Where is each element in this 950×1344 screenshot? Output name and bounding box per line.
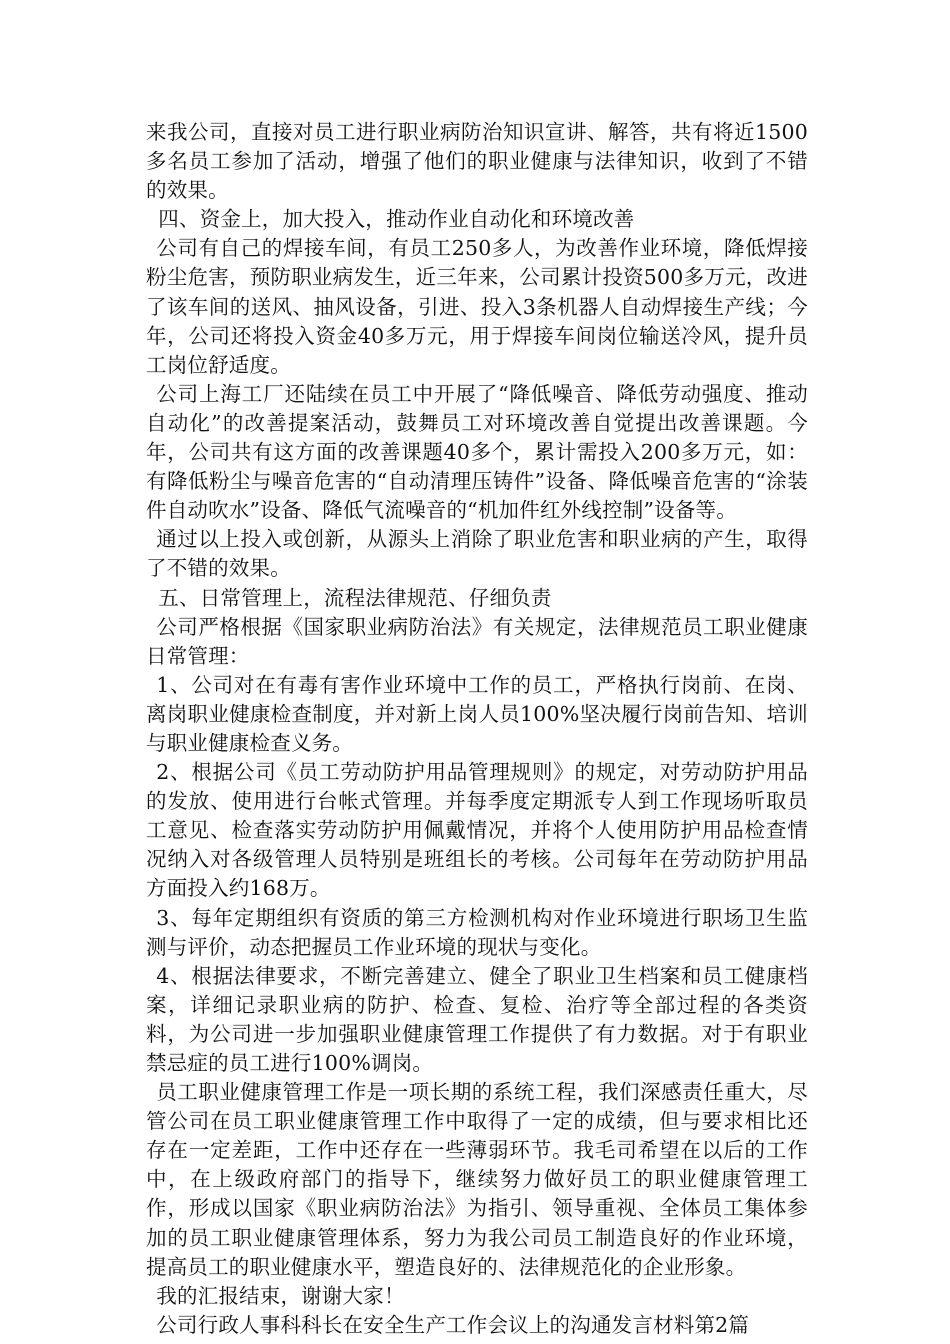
section-heading-5: 五、日常管理上，流程法律规范、仔细负责 <box>158 585 552 610</box>
paragraph-4: 通过以上投入或创新，从源头上消除了职业危害和职业病的产生，取得了不错的效果。 <box>146 527 808 581</box>
closing-line: 我的汇报结束，谢谢大家！ <box>156 1283 405 1308</box>
paragraph-1: 来我公司，直接对员工进行职业病防治知识宣讲、解答，共有将近1500多名员工参加了活动，增强了他们的职业健康与法律知识，收到了不错的效果。 <box>146 120 808 203</box>
list-item-4: 4、根据法律要求，不断完善建立、健全了职业卫生档案和员工健康档案，详细记录职业病的防护、检查、复检、治疗等全部过程的各类资料，为公司进一步加强职业健康管理工作提供了有力数据。对于有职业禁忌症的员工进行100%调岗。 <box>146 963 808 1075</box>
paragraph-5: 公司严格根据《国家职业病防治法》有关规定，法律规范员工职业健康日常管理： <box>146 614 808 668</box>
next-article-title: 公司行政人事科科长在安全生产工作会议上的沟通发言材料第2篇 <box>156 1312 750 1337</box>
list-item-2: 2、根据公司《员工劳动防护用品管理规则》的规定，对劳动防护用品的发放、使用进行台帐式管理。并每季度定期派专人到工作现场听取员工意见、检查落实劳动防护用佩戴情况，并将个人使用防护用品检查情况纳入对各级管理人员特别是班组长的考核。公司每年在劳动防护用品方面投入约168万。 <box>146 760 808 901</box>
paragraph-2: 公司有自己的焊接车间，有员工250多人，为改善作业环境，降低焊接粉尘危害，预防职业病发生，近三年来，公司累计投资500多万元，改进了该车间的送风、抽风设备，引进、投入3条机器人自动焊接生产线；今年，公司还将投入资金40多万元，用于焊接车间岗位输送冷风，提升员工岗位舒适度。 <box>146 236 808 377</box>
list-item-1: 1、公司对在有毒有害作业环境中工作的员工，严格执行岗前、在岗、离岗职业健康检查制度，并对新上岗人员100%坚决履行岗前告知、培训与职业健康检查义务。 <box>146 672 808 755</box>
section-heading-4: 四、资金上，加大投入，推动作业自动化和环境改善 <box>158 207 635 232</box>
paragraph-3: 公司上海工厂还陆续在员工中开展了“降低噪音、降低劳动强度、推动自动化”的改善提案活动，鼓舞员工对环境改善自觉提出改善课题。今年，公司共有这方面的改善课题40多个，累计需投入200多万元，如：有降低粉尘与噪音危害的“自动清理压铸件”设备、降低噪音危害的“涂装件自动吹水”设备、降低气流噪音的“机加件红外线控制”设备等。 <box>146 381 808 523</box>
list-item-3: 3、每年定期组织有资质的第三方检测机构对作业环境进行职场卫生监测与评价，动态把握员工作业环境的现状与变化。 <box>146 905 808 959</box>
paragraph-6: 员工职业健康管理工作是一项长期的系统工程，我们深感责任重大，尽管公司在员工职业健康管理工作中取得了一定的成绩，但与要求相比还存在一定差距，工作中还存在一些薄弱环节。我毛司希望在以后的工作中，在上级政府部门的指导下，继续努力做好员工的职业健康管理工作，形成以国家《职业病防治法》为指引、领导重视、全体员工集体参加的员工职业健康管理体系，努力为我公司员工制造良好的作业环境，提高员工的职业健康水平，塑造良好的、法律规范化的企业形象。 <box>146 1080 808 1279</box>
document-page <box>146 118 808 1340</box>
